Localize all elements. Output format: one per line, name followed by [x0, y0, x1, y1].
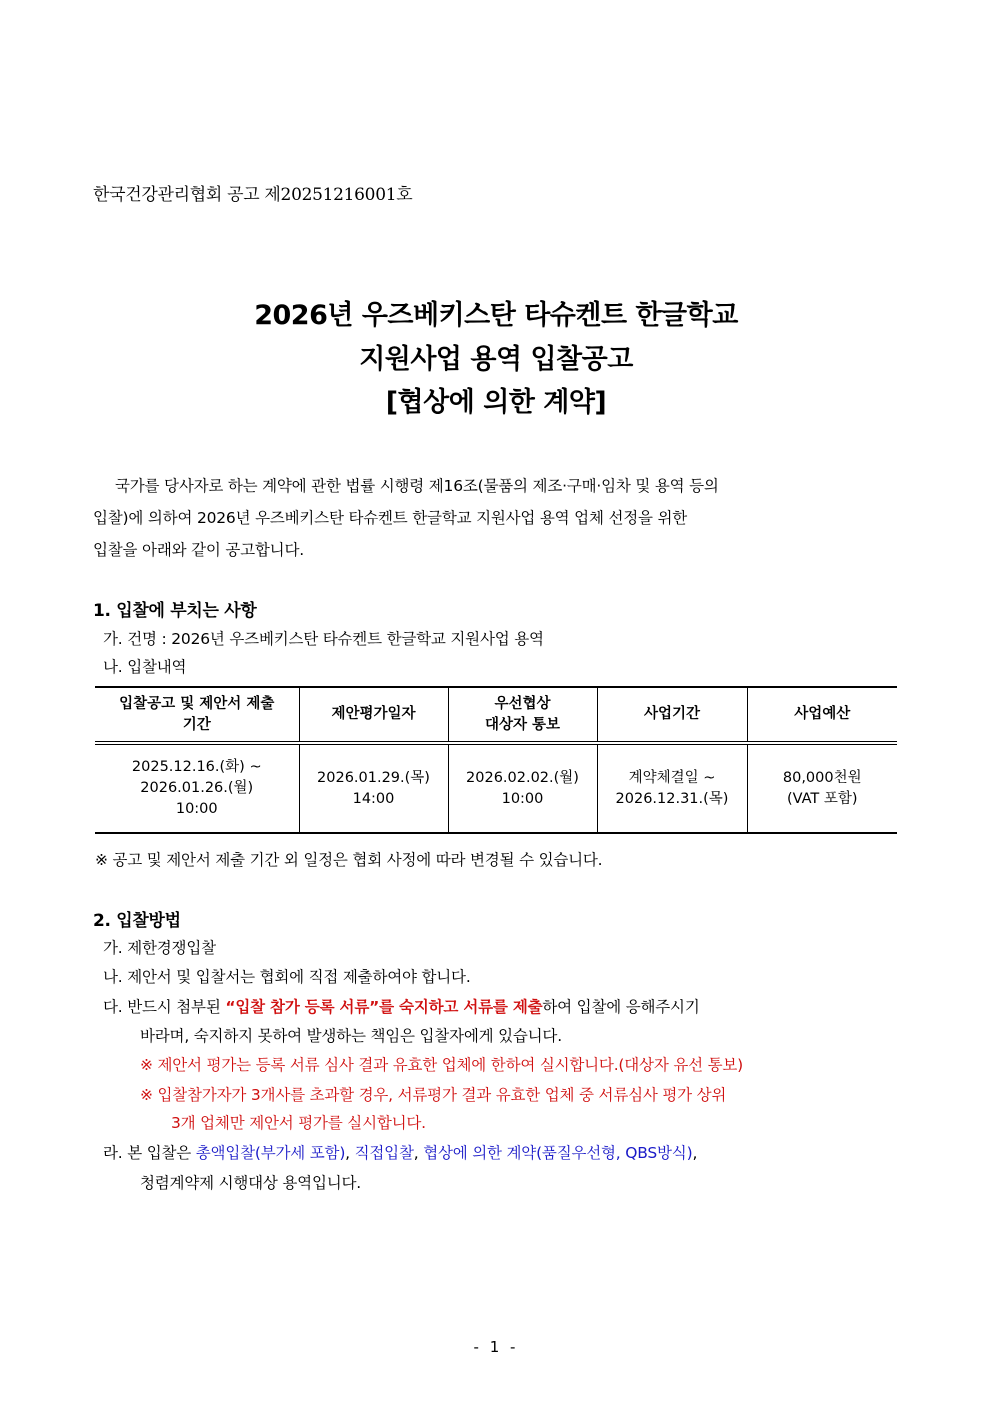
- notice-number: 한국건강관리협회 공고 제20251216001호: [93, 185, 413, 205]
- cell-project-budget: 80,000천원 (VAT 포함): [747, 743, 897, 833]
- section1-item-title: 가. 건명 : 2026년 우즈베키스탄 타슈켄트 한글학교 지원사업 용역: [103, 630, 544, 648]
- cell-submission-period: 2025.12.16.(화) ~ 2026.01.26.(월) 10:00: [95, 743, 299, 833]
- required-documents-emphasis: “입찰 참가 등록 서류”를 숙지하고 서류를 제출: [225, 998, 543, 1016]
- header-evaluation-date: 제안평가일자: [299, 687, 448, 743]
- section1-item-bid-details: 나. 입찰내역: [103, 658, 187, 676]
- section2-item-documents-line2: 바라며, 숙지하지 못하여 발생하는 책임은 입찰자에게 있습니다.: [140, 1027, 562, 1045]
- intro-line1: 국가를 당사자로 하는 계약에 관한 법률 시행령 제16조(물품의 제조·구매·임차 및 용역 등의: [115, 477, 719, 495]
- header-project-period: 사업기간: [597, 687, 747, 743]
- negotiated-contract-emphasis: 협상에 의한 계약(품질우선형, QBS방식): [423, 1144, 693, 1162]
- header-priority-notice: 우선협상 대상자 통보: [448, 687, 597, 743]
- section2-item-documents: 다. 반드시 첨부된 “입찰 참가 등록 서류”를 숙지하고 서류를 제출하여 입찰에 응해주시기: [103, 998, 700, 1016]
- header-project-budget: 사업예산: [747, 687, 897, 743]
- section1-heading: 1. 입찰에 부치는 사항: [93, 601, 257, 621]
- evaluation-note-2: ※ 입찰참가자가 3개사를 초과할 경우, 서류평가 결과 유효한 업체 중 서류심사 평가 상위: [140, 1086, 727, 1104]
- document-title-line3: [협상에 의한 계약]: [385, 387, 607, 418]
- schedule-change-note: ※ 공고 및 제안서 제출 기간 외 일정은 협회 사정에 따라 변경될 수 있습니다.: [95, 851, 603, 869]
- evaluation-note-1: ※ 제안서 평가는 등록 서류 심사 결과 유효한 업체에 한하여 실시합니다.(대상자 유선 통보): [140, 1056, 743, 1074]
- section2-item-contract-type: 라. 본 입찰은 총액입찰(부가세 포함), 직접입찰, 협상에 의한 계약(품질우선형, QBS방식),: [103, 1144, 698, 1162]
- document-title-line2: 지원사업 용역 입찰공고: [359, 344, 633, 375]
- intro-line2: 입찰)에 의하여 2026년 우즈베키스탄 타슈켄트 한글학교 지원사업 용역 업체 선정을 위한: [93, 509, 688, 527]
- lump-sum-bid-emphasis: 총액입찰(부가세 포함): [195, 1144, 346, 1162]
- section2-item-competition: 가. 제한경쟁입찰: [103, 939, 216, 957]
- cell-evaluation-date: 2026.01.29.(목) 14:00: [299, 743, 448, 833]
- cell-project-period: 계약체결일 ~ 2026.12.31.(목): [597, 743, 747, 833]
- section2-heading: 2. 입찰방법: [93, 911, 181, 931]
- intro-line3: 입찰을 아래와 같이 공고합니다.: [93, 541, 304, 559]
- table-row: [95, 743, 897, 833]
- page-number: - 1 -: [473, 1338, 519, 1356]
- header-submission-period: 입찰공고 및 제안서 제출 기간: [95, 687, 299, 743]
- table-header-row: [95, 687, 897, 743]
- intro-paragraph: [93, 470, 898, 566]
- section2-item-contract-type-line2: 청렴계약제 시행대상 용역입니다.: [140, 1174, 362, 1192]
- section2-item-submission: 나. 제안서 및 입찰서는 협회에 직접 제출하여야 합니다.: [103, 968, 471, 986]
- direct-bid-emphasis: 직접입찰: [354, 1144, 414, 1162]
- document-title-line1: 2026년 우즈베키스탄 타슈켄트 한글학교: [254, 300, 738, 331]
- cell-priority-notice: 2026.02.02.(월) 10:00: [448, 743, 597, 833]
- evaluation-note-2-line2: 3개 업체만 제안서 평가를 실시합니다.: [171, 1114, 426, 1132]
- bid-schedule-table: [95, 686, 897, 834]
